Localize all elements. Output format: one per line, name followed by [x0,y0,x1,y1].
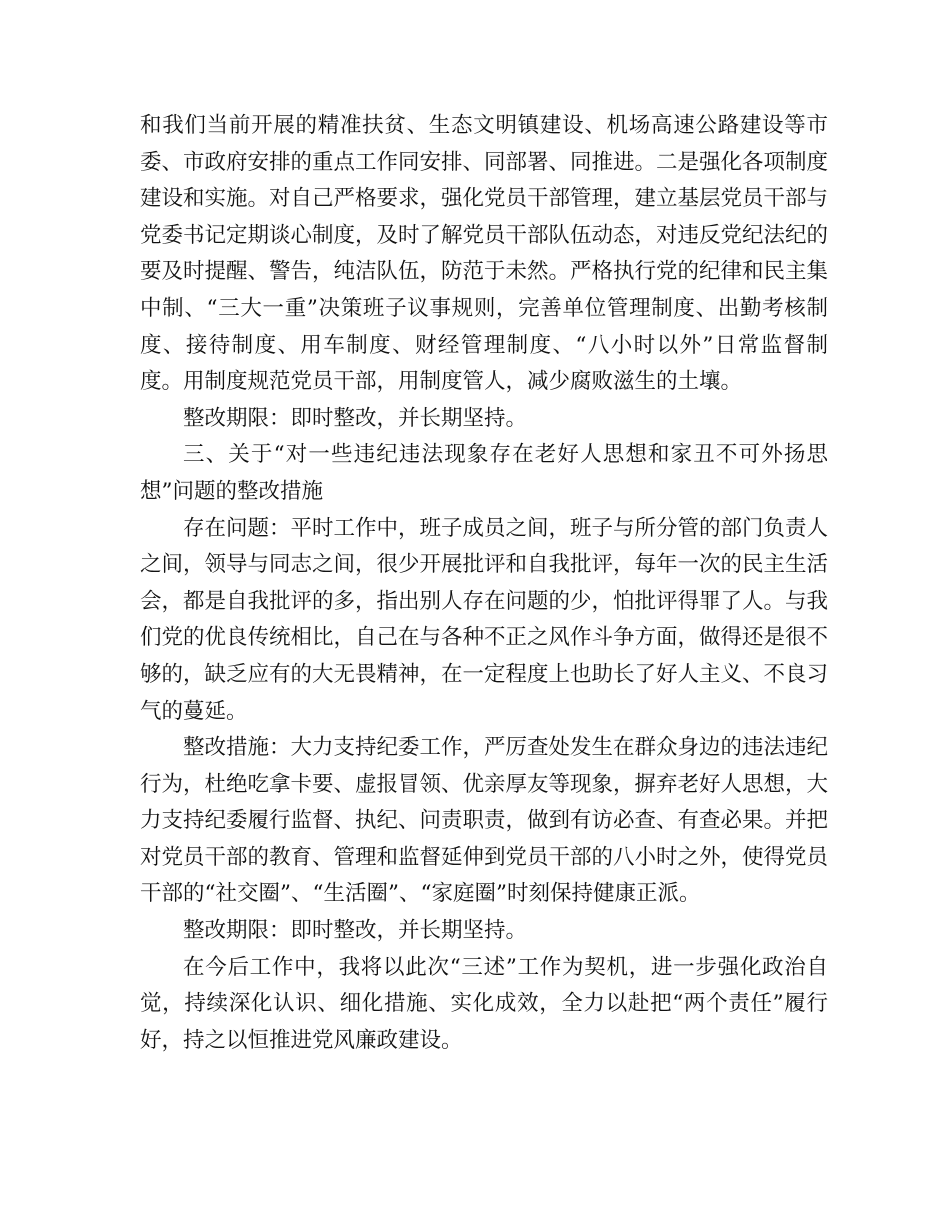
document-body [140,108,828,1059]
paragraph-rectification-measures: 整改措施：大力支持纪委工作，严厉查处发生在群众身边的违法违纪行为，杜绝吃拿卡要、虚报冒领、优亲厚友等现象，摒弃老好人思想，大力支持纪委履行监督、执纪、问责职责，做到有访必查、有查必果。并把对党员干部的教育、管理和监督延伸到党员干部的八小时之外，使得党员干部的“社交圈”、“生活圈”、“家庭圈”时刻保持健康正派。 [140,735,829,907]
paragraph-deadline-2: 整改期限：即时整改，并长期坚持。 [183,918,528,944]
paragraph-continuation: 和我们当前开展的精准扶贫、生态文明镇建设、机场高速公路建设等市委、市政府安排的重点工作同安排、同部署、同推进。二是强化各项制度建设和实施。对自己严格要求，强化党员干部管理，建立基层党员干部与党委书记定期谈心制度，及时了解党员干部队伍动态，对违反党纪法纪的要及时提醒、警告，纯洁队伍，防范于未然。严格执行党的纪律和民主集中制、“三大一重”决策班子议事规则，完善单位管理制度、出勤考核制度、接待制度、用车制度、财经管理制度、“八小时以外”日常监督制度。用制度规范党员干部，用制度管人，减少腐败滋生的土壤。 [140,113,829,395]
paragraph-deadline-1: 整改期限：即时整改，并长期坚持。 [183,405,528,431]
section-heading-3: 三、关于“对一些违纪违法现象存在老好人思想和家丑不可外扬思想”问题的整改措施 [140,442,828,504]
paragraph-existing-problems: 存在问题：平时工作中，班子成员之间，班子与所分管的部门负责人之间，领导与同志之间，很少开展批评和自我批评，每年一次的民主生活会，都是自我批评的多，指出别人存在问题的少，怕批评得罪了人。与我们党的优良传统相比，自己在与各种不正之风作斗争方面，做得还是很不够的，缺乏应有的大无畏精神，在一定程度上也助长了好人主义、不良习气的蔓延。 [140,515,829,724]
paragraph-conclusion: 在今后工作中，我将以此次“三述”工作为契机，进一步强化政治自觉，持续深化认识、细化措施、实化成效，全力以赴把“两个责任”履行好，持之以恒推进党风廉政建设。 [140,954,828,1053]
